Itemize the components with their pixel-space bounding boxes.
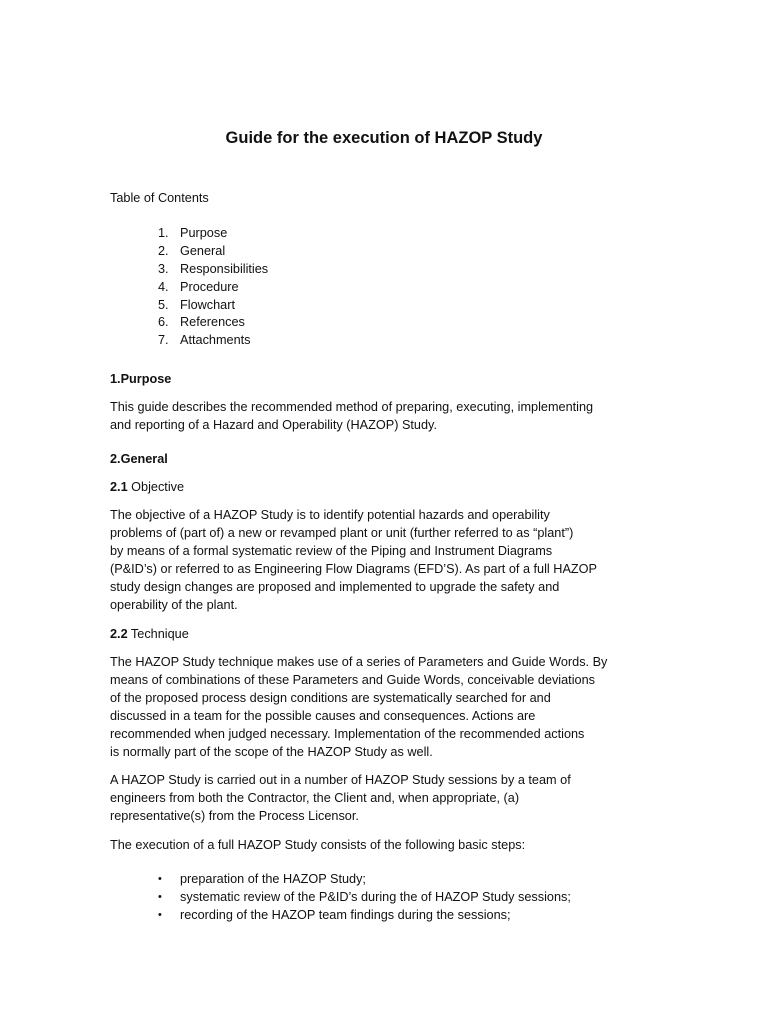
paragraph-line: engineers from both the Contractor, the Client and, when appropriate, (a) xyxy=(110,791,520,805)
purpose-paragraph xyxy=(110,398,593,434)
document-title: Guide for the execution of HAZOP Study xyxy=(225,129,543,147)
paragraph-line: problems of (part of) a new or revamped plant or unit (further referred to as “plant”) xyxy=(110,526,574,540)
bullet-icon: • xyxy=(158,908,162,921)
toc-item xyxy=(110,224,510,242)
toc-item xyxy=(110,260,510,278)
paragraph-line: The HAZOP Study technique makes use of a series of Parameters and Guide Words. By xyxy=(110,655,608,669)
paragraph-line: of the proposed process design conditions are systematically searched for and xyxy=(110,691,551,705)
objective-number: 2.1 xyxy=(110,480,128,494)
toc-label: Flowchart xyxy=(180,297,235,312)
steps-intro: The execution of a full HAZOP Study consists of the following basic steps: xyxy=(110,838,526,852)
toc-item xyxy=(110,331,510,349)
paragraph-line: representative(s) from the Process Licensor. xyxy=(110,809,359,823)
objective-paragraph xyxy=(110,506,597,614)
step-item xyxy=(110,888,610,906)
step-text: recording of the HAZOP team findings during the sessions; xyxy=(180,907,511,922)
paragraph-line: by means of a formal systematic review of the Piping and Instrument Diagrams xyxy=(110,544,553,558)
technique-number: 2.2 xyxy=(110,627,128,641)
toc-label: General xyxy=(180,243,226,258)
toc-item xyxy=(110,242,510,260)
toc-number: 2. xyxy=(158,243,169,258)
team-paragraph xyxy=(110,771,571,825)
toc-number: 1. xyxy=(158,226,169,240)
toc-number: 6. xyxy=(158,315,169,330)
toc-number: 3. xyxy=(158,261,169,276)
paragraph-line: recommended when judged necessary. Implementation of the recommended actions xyxy=(110,727,585,741)
toc-number: 7. xyxy=(158,333,169,348)
toc-number: 4. xyxy=(158,279,169,294)
step-text: preparation of the HAZOP Study; xyxy=(180,872,366,886)
toc-item xyxy=(110,313,510,331)
technique-label: Technique xyxy=(127,627,189,641)
objective-label: Objective xyxy=(127,480,185,494)
toc-list xyxy=(110,224,510,349)
paragraph-line: means of combinations of these Parameters and Guide Words, conceivable deviations xyxy=(110,673,595,687)
toc-label: Responsibilities xyxy=(180,261,269,276)
paragraph-line: and reporting of a Hazard and Operability (HAZOP) Study. xyxy=(110,418,437,432)
technique-heading xyxy=(110,625,189,643)
toc-label: Attachments xyxy=(180,333,251,348)
paragraph-line: operability of the plant. xyxy=(110,598,238,612)
step-item xyxy=(110,870,610,888)
steps-list xyxy=(110,870,610,924)
bullet-icon: • xyxy=(158,873,162,885)
toc-label: References xyxy=(180,315,245,330)
purpose-heading: 1.Purpose xyxy=(110,372,172,386)
toc-item xyxy=(110,296,510,314)
toc-item xyxy=(110,278,510,296)
paragraph-line: study design changes are proposed and implemented to upgrade the safety and xyxy=(110,580,560,594)
paragraph-line: discussed in a team for the possible causes and consequences. Actions are xyxy=(110,709,536,723)
step-item xyxy=(110,906,610,924)
paragraph-line: The objective of a HAZOP Study is to identify potential hazards and operability xyxy=(110,508,550,522)
objective-heading xyxy=(110,478,184,496)
bullet-icon: • xyxy=(158,890,162,903)
technique-paragraph xyxy=(110,653,607,761)
general-heading: 2.General xyxy=(110,452,168,466)
toc-heading: Table of Contents xyxy=(110,191,209,205)
paragraph-line: This guide describes the recommended method of preparing, executing, implementing xyxy=(110,400,594,414)
step-text: systematic review of the P&ID’s during the of HAZOP Study sessions; xyxy=(180,889,571,904)
paragraph-line: is normally part of the scope of the HAZOP Study as well. xyxy=(110,745,433,759)
toc-label: Procedure xyxy=(180,279,239,294)
toc-label: Purpose xyxy=(180,226,228,240)
paragraph-line: A HAZOP Study is carried out in a number of HAZOP Study sessions by a team of xyxy=(110,773,571,787)
paragraph-line: (P&ID’s) or referred to as Engineering Flow Diagrams (EFD’S). As part of a full HAZOP xyxy=(110,562,597,576)
toc-number: 5. xyxy=(158,297,169,312)
